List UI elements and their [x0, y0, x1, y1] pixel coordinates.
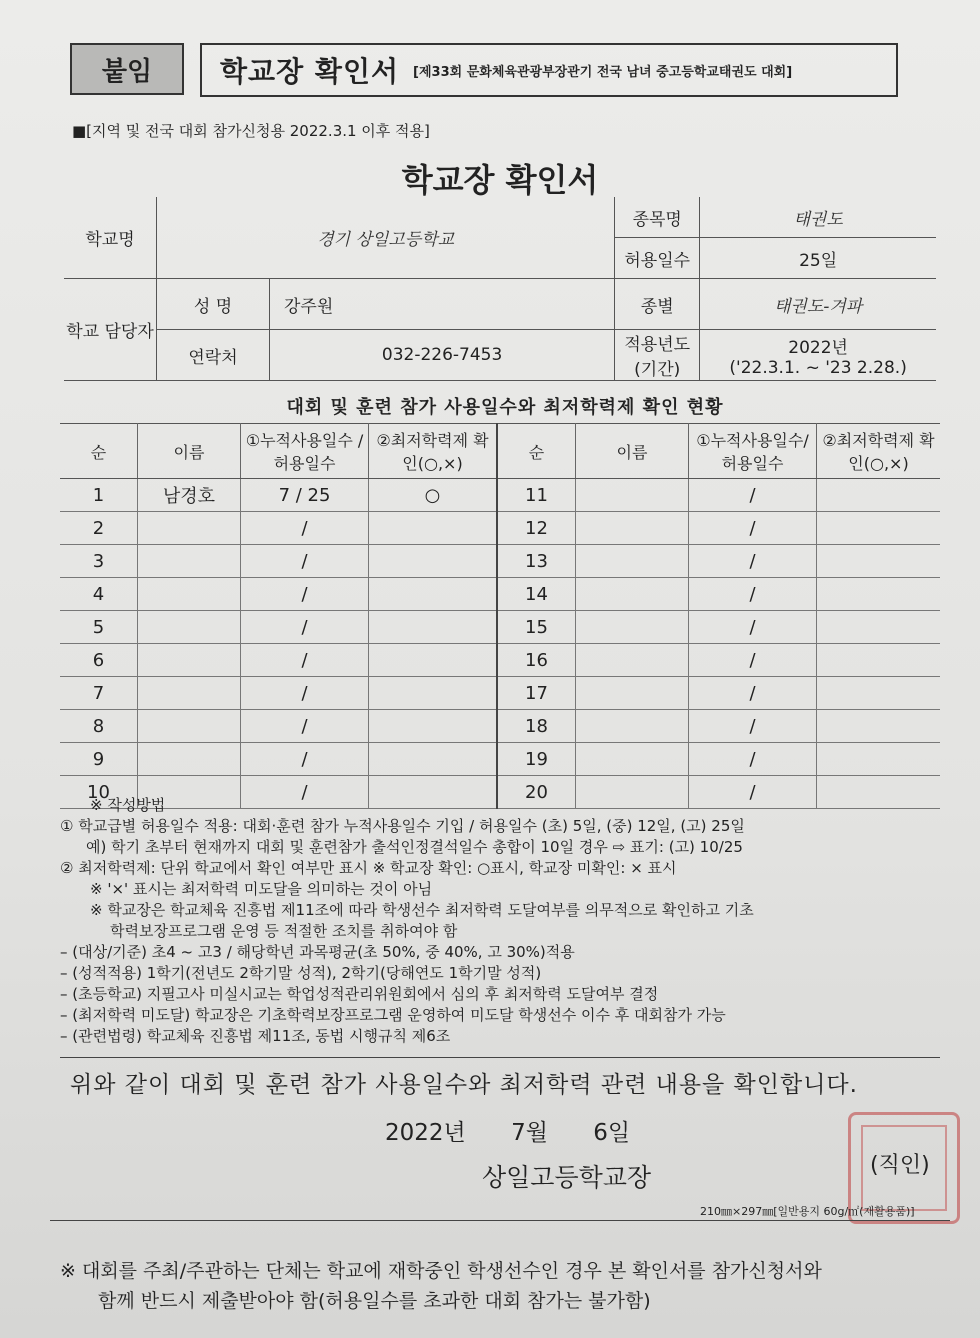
note-3: ※ '×' 표시는 최저학력 미도달을 의미하는 것이 아님: [90, 880, 433, 898]
row-no-2: 20: [497, 776, 576, 809]
footer-divider: [50, 1220, 950, 1221]
row-min-score-2: [817, 611, 941, 644]
category-label: 종별: [615, 279, 700, 330]
row-days: /: [241, 644, 369, 677]
detail-1: – (대상/기준) 초4 ~ 고3 / 해당학년 과목평균(초 50%, 중 40%, 고 30%)적용: [60, 943, 575, 961]
row-min-score: [369, 644, 498, 677]
row-min-score: [369, 578, 498, 611]
row-no: 10: [60, 776, 138, 809]
days-value: 25일: [700, 238, 936, 279]
row-days-2: /: [689, 479, 817, 512]
divider: [60, 1057, 940, 1058]
row-no-2: 18: [497, 710, 576, 743]
note-1b: 예) 학기 초부터 현재까지 대회 및 훈련참가 출석인정결석일수 총합이 10일 경우 ⇨ 표기: (고) 10/25: [86, 838, 743, 856]
row-name-2: [576, 512, 689, 545]
row-days: /: [241, 512, 369, 545]
row-no: 6: [60, 644, 138, 677]
row-min-score-2: [817, 644, 941, 677]
note-2: ② 최저학력제: 단위 학교에서 확인 여부만 표시 ※ 학교장 확인: ○표시, 학교장 미확인: × 표시: [60, 859, 677, 877]
row-no-2: 11: [497, 479, 576, 512]
name-label: 성 명: [157, 279, 270, 330]
row-days-2: /: [689, 743, 817, 776]
footer-note: [60, 1256, 940, 1316]
row-days: /: [241, 545, 369, 578]
row-min-score-2: [817, 479, 941, 512]
header-name-2: 이름: [576, 424, 689, 479]
note-4a: ※ 학교장은 학교체육 진흥법 제11조에 따라 학생선수 최저학력 도달여부를 의무적으로 확인하고 기초: [90, 901, 754, 919]
manager-label: 학교 담당자: [64, 279, 157, 381]
row-min-score: [369, 545, 498, 578]
row-min-score: [369, 710, 498, 743]
header-subtitle: [제33회 문화체육관광부장관기 전국 남녀 중고등학교태권도 대회]: [413, 64, 793, 80]
table-row: [60, 743, 940, 776]
table-row: [60, 644, 940, 677]
row-no-2: 19: [497, 743, 576, 776]
year-cell: [700, 330, 936, 381]
table-row: [60, 677, 940, 710]
date-line: [385, 1114, 668, 1147]
row-name: [138, 578, 241, 611]
contact-label: 연락처: [157, 330, 270, 381]
header-no: 순: [60, 424, 138, 479]
row-days-2: /: [689, 611, 817, 644]
table-row: [60, 479, 940, 512]
row-name: [138, 710, 241, 743]
row-min-score: [369, 512, 498, 545]
table-row: [60, 710, 940, 743]
row-days: /: [241, 710, 369, 743]
footer-line-2: 함께 반드시 제출받아야 함(허용일수를 초과한 대회 참가는 불가함): [98, 1290, 651, 1312]
row-days: /: [241, 743, 369, 776]
confirmation-text: 위와 같이 대회 및 훈련 참가 사용일수와 최저학력 관련 내용을 확인합니다.: [70, 1072, 858, 1098]
period-value: ('22.3.1. ~ '23 2.28.): [729, 357, 907, 378]
row-no: 7: [60, 677, 138, 710]
note-1a: ① 학교급별 허용일수 적용: 대회·훈련 참가 누적사용일수 기입 / 허용일수 (초) 5일, (중) 12일, (고) 25일: [60, 817, 745, 835]
row-days: /: [241, 776, 369, 809]
row-no: 3: [60, 545, 138, 578]
header-days-2: ①누적사용일수/ 허용일수: [689, 424, 817, 479]
row-no: 1: [60, 479, 138, 512]
row-name-2: [576, 743, 689, 776]
row-days-2: /: [689, 545, 817, 578]
section-title: 대회 및 훈련 참가 사용일수와 최저학력제 확인 현황: [286, 397, 724, 418]
year-value: 2022년: [788, 337, 848, 358]
row-name: [138, 512, 241, 545]
row-days: 7 / 25: [241, 479, 369, 512]
row-name: [138, 545, 241, 578]
event-value: 태권도: [700, 197, 936, 238]
row-days-2: /: [689, 512, 817, 545]
row-name-2: [576, 545, 689, 578]
row-name-2: [576, 611, 689, 644]
row-min-score-2: [817, 710, 941, 743]
attachment-label: 붙임: [70, 43, 184, 95]
detail-3: – (초등학교) 지필고사 미실시교는 학업성적관리위원회에서 심의 후 최저학력 도달여부 결정: [60, 985, 659, 1003]
signer-name: 상일고등학교장: [482, 1163, 652, 1192]
row-name-2: [576, 578, 689, 611]
row-name: [138, 611, 241, 644]
row-no-2: 13: [497, 545, 576, 578]
row-no: 2: [60, 512, 138, 545]
detail-2: – (성적적용) 1학기(전년도 2학기말 성적), 2학기(당해연도 1학기말 성적): [60, 964, 542, 982]
note-4b: 학력보장프로그램 운영 등 적절한 조치를 취하여야 함: [110, 922, 458, 940]
row-no: 8: [60, 710, 138, 743]
detail-4: – (최저학력 미도달) 학교장은 기초학력보장프로그램 운영하여 미도달 학생선수 이수 후 대회참가 가능: [60, 1006, 726, 1024]
row-min-score-2: [817, 743, 941, 776]
row-min-score: [369, 677, 498, 710]
date-month: 7월: [511, 1120, 548, 1146]
header-name: 이름: [138, 424, 241, 479]
row-min-score-2: [817, 677, 941, 710]
date-year: 2022년: [385, 1120, 466, 1146]
row-name: 남경호: [138, 479, 241, 512]
row-no-2: 16: [497, 644, 576, 677]
row-min-score: [369, 611, 498, 644]
date-day: 6일: [593, 1120, 631, 1146]
row-no: 5: [60, 611, 138, 644]
header-title: 학교장 확인서: [220, 55, 400, 88]
paper-spec: 210㎜×297㎜[일반용지 60g/㎡(재활용품)]: [700, 1205, 915, 1218]
days-label: 허용일수: [615, 238, 700, 279]
school-name-label: 학교명: [64, 197, 157, 279]
table-row: [60, 578, 940, 611]
event-label: 종목명: [615, 197, 700, 238]
notes-heading: ※ 작성방법: [90, 796, 166, 814]
detail-5: – (관련법령) 학교체육 진흥법 제11조, 동법 시행규칙 제6조: [60, 1027, 451, 1045]
header-min-score: ②최저학력제 확인(○,×): [369, 424, 498, 479]
header-days: ①누적사용일수 /허용일수: [241, 424, 369, 479]
usage-table: [60, 423, 940, 809]
row-days-2: /: [689, 710, 817, 743]
year-label: 적용년도 (기간): [615, 330, 700, 381]
header-no-2: 순: [497, 424, 576, 479]
footer-line-1: ※ 대회를 주최/주관하는 단체는 학교에 재학중인 학생선수인 경우 본 확인서를 참가신청서와: [60, 1260, 822, 1282]
row-name: [138, 743, 241, 776]
table-row: [60, 611, 940, 644]
name-value: 강주원: [270, 279, 615, 330]
row-days-2: /: [689, 776, 817, 809]
row-days-2: /: [689, 578, 817, 611]
document-title: 학교장 확인서: [401, 161, 599, 199]
seal-label: (직인): [870, 1153, 930, 1178]
school-info-table: [64, 197, 936, 381]
applicability-note: ■[지역 및 전국 대회 참가신청용 2022.3.1 이후 적용]: [72, 122, 430, 140]
row-min-score: [369, 743, 498, 776]
row-no-2: 15: [497, 611, 576, 644]
contact-value: 032-226-7453: [270, 330, 615, 381]
row-days-2: /: [689, 644, 817, 677]
table-row: [60, 545, 940, 578]
row-name: [138, 677, 241, 710]
instructions: [60, 795, 950, 1047]
table-row: [60, 512, 940, 545]
row-min-score-2: [817, 545, 941, 578]
school-name-value: 경기 상일고등학교: [157, 197, 615, 279]
row-days-2: /: [689, 677, 817, 710]
row-days: /: [241, 578, 369, 611]
row-name-2: [576, 677, 689, 710]
row-no: 9: [60, 743, 138, 776]
row-no-2: 12: [497, 512, 576, 545]
category-value: 태권도-겨파: [700, 279, 936, 330]
row-no-2: 17: [497, 677, 576, 710]
row-min-score: ○: [369, 479, 498, 512]
row-min-score-2: [817, 512, 941, 545]
row-name-2: [576, 479, 689, 512]
row-days: /: [241, 677, 369, 710]
row-no: 4: [60, 578, 138, 611]
header-min-score-2: ②최저학력제 확인(○,×): [817, 424, 941, 479]
row-days: /: [241, 611, 369, 644]
row-min-score-2: [817, 578, 941, 611]
row-name-2: [576, 644, 689, 677]
header-box: [200, 43, 898, 97]
row-name: [138, 644, 241, 677]
row-no-2: 14: [497, 578, 576, 611]
row-name-2: [576, 710, 689, 743]
